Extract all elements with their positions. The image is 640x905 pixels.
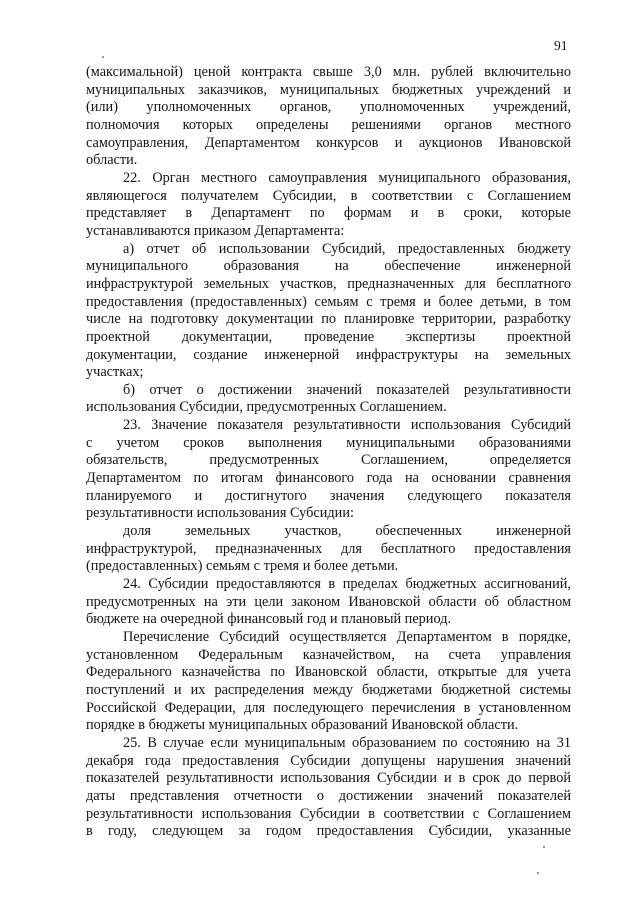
- text-line: с учетом сроков выполнения муниципальными образованиями: [86, 434, 571, 451]
- text-line: результативности использования Субсидии в соответствии с Соглашением: [86, 805, 571, 822]
- text-line: показателей результативности использования Субсидии и в срок до первой: [86, 770, 571, 787]
- text-line: использования Субсидии, предусмотренных Соглашением.: [86, 399, 447, 416]
- text-line: (или) уполномоченных органов, уполномоченных учреждений,: [86, 99, 571, 116]
- text-line: порядке в бюджеты муниципальных образований Ивановской области.: [86, 717, 519, 734]
- text-line: полномочия которых определены решениями органов местного: [86, 116, 571, 133]
- text-line: проектной документации, проведение экспертизы проектной: [86, 328, 571, 345]
- text-line: 25. В случае если муниципальным образованием по состоянию на 31: [123, 734, 571, 751]
- text-line: инфраструктурой, предназначенных для бесплатного предоставления: [86, 540, 571, 557]
- scan-speck: [537, 872, 539, 874]
- text-line: самоуправления, Департаментом конкурсов и аукционов Ивановской: [86, 134, 571, 151]
- text-line: планируемого и достигнутого значения следующего показателя: [86, 487, 571, 504]
- paragraph: [86, 735, 571, 841]
- text-line: муниципальных заказчиков, муниципальных бюджетных учреждений и: [86, 81, 571, 98]
- text-line: декабря года предоставления Субсидии допущены нарушения значений: [86, 752, 571, 769]
- text-line: числе на подготовку документации по планировке территории, разработку: [86, 311, 571, 328]
- text-line: предоставления (предоставленных) семьям с тремя и более детьми, в том: [86, 293, 571, 310]
- scan-speck: [102, 56, 104, 58]
- text-line: Российской Федерации, для последующего перечисления в установленном: [86, 699, 571, 716]
- text-line: а) отчет об использовании Субсидий, предоставленных бюджету: [123, 240, 571, 257]
- text-line: результативности использования Субсидии:: [86, 505, 354, 522]
- text-line: даты представления отчетности о достижении значений показателей: [86, 787, 571, 804]
- paragraph: [86, 241, 571, 382]
- text-line: 24. Субсидии предоставляются в пределах бюджетных ассигнований,: [123, 576, 571, 593]
- text-line: (максимальной) ценой контракта свыше 3,0 млн. рублей включительно: [86, 64, 571, 80]
- text-line: обязательств, предусмотренных Соглашением, определяется: [86, 452, 571, 469]
- paragraph: [86, 417, 571, 523]
- text-line: Департаментом по итогам финансового года на основании сравнения: [86, 470, 571, 487]
- text-line: доля земельных участков, обеспеченных инженерной: [123, 523, 571, 540]
- text-line: предусмотренных на эти цели законом Ивановской области об областном: [86, 593, 571, 610]
- text-line: б) отчет о достижении значений показателей результативности: [123, 381, 571, 398]
- text-line: муниципального образования на обеспечение инженерной: [86, 258, 571, 275]
- text-line: представляет в Департамент по формам и в сроки, которые: [86, 205, 571, 222]
- text-line: 22. Орган местного самоуправления муниципального образования,: [123, 169, 571, 186]
- paragraph: [86, 629, 571, 735]
- text-line: 23. Значение показателя результативности использования Субсидий: [123, 417, 571, 434]
- paragraph: [86, 523, 571, 576]
- text-line: поступлений и их распределения между бюджетами бюджетной системы: [86, 681, 571, 698]
- text-line: Перечисление Субсидий осуществляется Департаментом в порядке,: [123, 629, 571, 645]
- paragraph: [86, 382, 571, 417]
- text-line: области.: [86, 152, 138, 169]
- text-line: документации, создание инженерной инфраструктуры на земельных: [86, 346, 571, 363]
- page-number: 91: [554, 38, 568, 53]
- text-line: Федерального казначейства по Ивановской области, открытые для учета: [86, 664, 571, 681]
- paragraph: [86, 576, 571, 629]
- document-body: [86, 64, 571, 841]
- text-line: (предоставленных) семьям с тремя и более детьми.: [86, 558, 399, 575]
- text-line: установленном Федеральным казначейством, на счета управления: [86, 646, 571, 663]
- scan-speck: [543, 846, 545, 848]
- text-line: являющегося получателем Субсидии, в соответствии с Соглашением: [86, 187, 571, 204]
- text-line: инфраструктурой земельных участков, предназначенных для бесплатного: [86, 275, 571, 292]
- text-line: в году, следующем за годом предоставления Субсидии, указанные: [86, 823, 571, 840]
- paragraph: [86, 64, 571, 170]
- text-line: участках;: [86, 364, 144, 381]
- text-line: бюджете на очередной финансовый год и плановый период.: [86, 611, 452, 628]
- text-line: устанавливаются приказом Департамента:: [86, 222, 345, 239]
- paragraph: [86, 170, 571, 241]
